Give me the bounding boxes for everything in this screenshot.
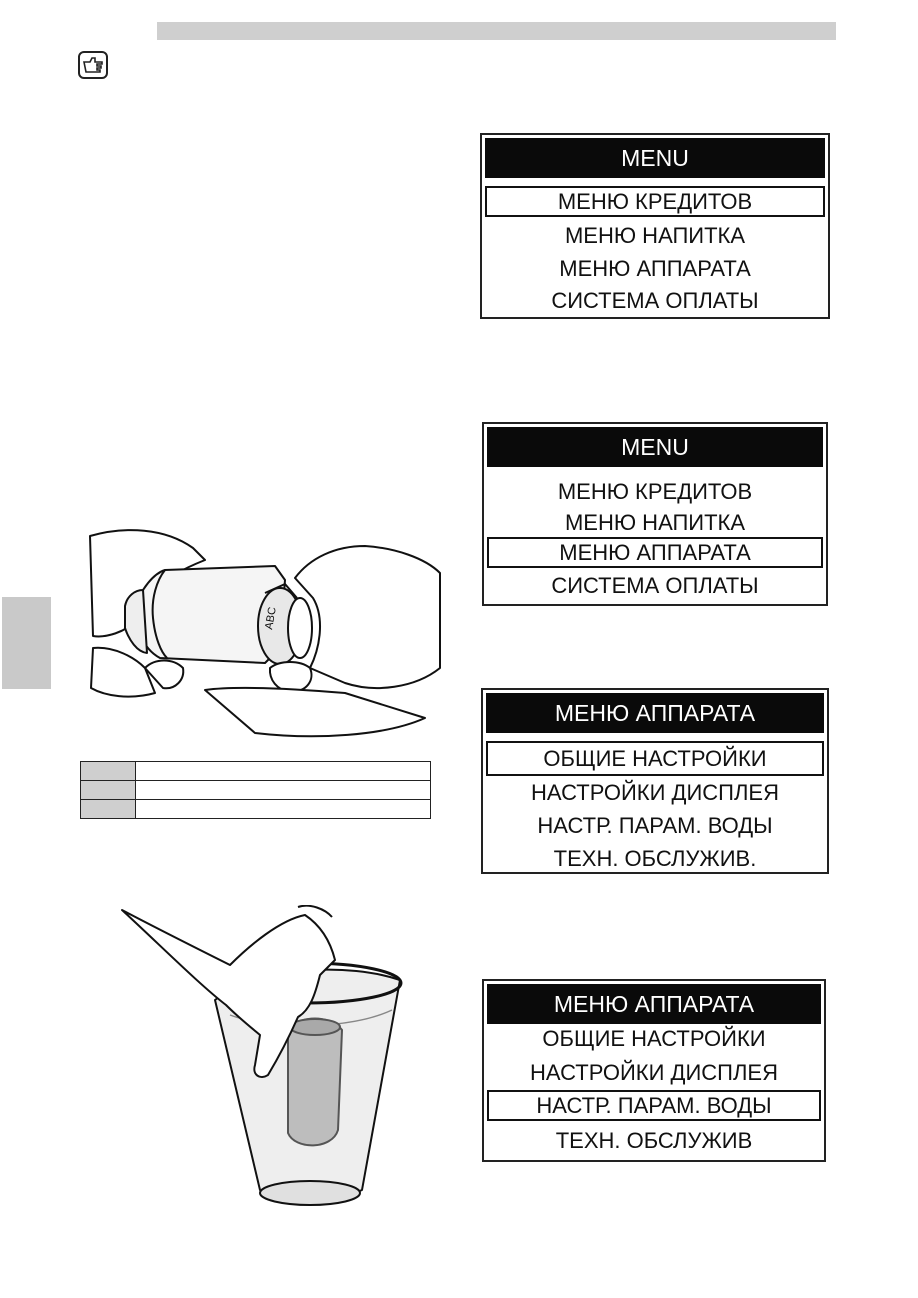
machine-menu-display-2 <box>482 979 826 1162</box>
legend-cell <box>136 800 431 819</box>
table-row <box>81 781 431 800</box>
legend-swatch <box>81 762 136 781</box>
legend-cell <box>136 781 431 800</box>
menu-display-1 <box>480 133 830 319</box>
legend-swatch <box>81 800 136 819</box>
menu-item-drinks[interactable]: МЕНЮ НАПИТКА <box>564 223 746 248</box>
menu-item-payment[interactable]: СИСТЕМА ОПЛАТЫ <box>551 573 759 598</box>
legend-cell <box>136 762 431 781</box>
menu-item-drinks[interactable]: МЕНЮ НАПИТКА <box>564 510 746 535</box>
menu-item-machine[interactable]: МЕНЮ АППАРАТА <box>559 256 751 281</box>
hardness-legend-table <box>80 761 431 819</box>
menu-item-general-settings[interactable]: ОБЩИЕ НАСТРОЙКИ <box>542 1026 766 1051</box>
legend-swatch <box>81 781 136 800</box>
menu-title: MENU <box>487 427 823 467</box>
menu-item-machine[interactable]: МЕНЮ АППАРАТА <box>487 537 823 568</box>
menu-item-general-settings[interactable]: ОБЩИЕ НАСТРОЙКИ <box>486 741 824 776</box>
menu-title: MENU <box>485 138 825 178</box>
filter-cartridge-illustration <box>85 518 445 748</box>
machine-menu-display-1 <box>481 688 829 874</box>
menu-item-display-settings[interactable]: НАСТРОЙКИ ДИСПЛЕЯ <box>531 780 779 805</box>
table-row <box>81 762 431 781</box>
filter-label: ABC <box>263 606 279 631</box>
pointing-hand-icon <box>78 51 108 79</box>
menu-item-water-settings[interactable]: НАСТР. ПАРАМ. ВОДЫ <box>537 813 773 838</box>
menu-item-water-settings[interactable]: НАСТР. ПАРАМ. ВОДЫ <box>487 1090 821 1121</box>
menu-title: МЕНЮ АППАРАТА <box>487 984 821 1024</box>
menu-item-credits[interactable]: МЕНЮ КРЕДИТОВ <box>557 479 753 504</box>
menu-title: МЕНЮ АППАРАТА <box>486 693 824 733</box>
menu-item-maintenance[interactable]: ТЕХН. ОБСЛУЖИВ. <box>553 846 757 871</box>
section-tab <box>2 597 51 689</box>
menu-item-display-settings[interactable]: НАСТРОЙКИ ДИСПЛЕЯ <box>530 1060 778 1085</box>
table-row <box>81 800 431 819</box>
header-bar <box>157 22 836 40</box>
menu-item-maintenance[interactable]: ТЕХН. ОБСЛУЖИВ <box>555 1128 753 1153</box>
cartridge-in-water-illustration <box>120 905 410 1210</box>
menu-display-2 <box>482 422 828 606</box>
menu-item-payment[interactable]: СИСТЕМА ОПЛАТЫ <box>551 288 759 313</box>
menu-item-credits[interactable]: МЕНЮ КРЕДИТОВ <box>485 186 825 217</box>
